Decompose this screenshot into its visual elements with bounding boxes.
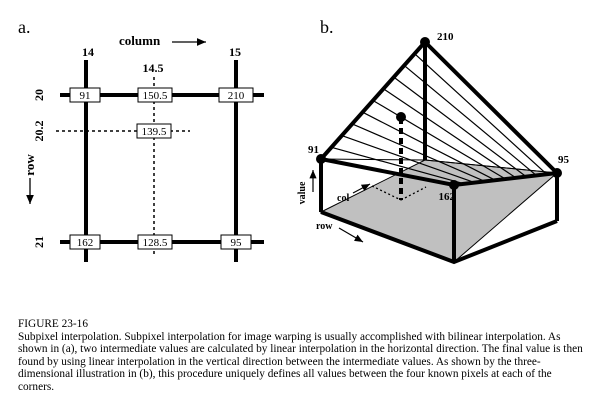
col-tick-14: 14 (82, 45, 94, 59)
edge-top (321, 42, 557, 173)
col-axis-label: col (337, 193, 350, 204)
col-tick-15: 15 (229, 45, 241, 59)
corner-value-right: 95 (558, 154, 569, 166)
pixel-value-bottom-left: 162 (76, 237, 94, 249)
interp-point (396, 112, 406, 122)
corner-top (420, 37, 430, 47)
pixel-value-bottom-mid: 128.5 (142, 237, 168, 249)
row-tick-20: 20 (32, 89, 46, 101)
row-axis-label-3d: row (316, 221, 333, 232)
corner-value-top: 210 (437, 31, 454, 43)
pixel-value-top-mid: 150.5 (142, 90, 168, 102)
pixel-value-top-right: 210 (227, 90, 245, 102)
corner-front (449, 180, 459, 190)
figure-label: FIGURE 23-16 (18, 318, 88, 330)
row-axis-arrow-3d (339, 228, 363, 242)
row-tick-21: 21 (32, 236, 46, 248)
pixel-value-interp: 139.5 (141, 126, 167, 138)
value-axis-label: value (297, 181, 308, 205)
caption-text: Subpixel interpolation. Subpixel interpolation for image warping is usually accomplished with bilinear interpolation. As shown in (a), two intermediate values are calculated by linear interpolation in the horizontal direction. The final value is then found by using linear interpolation in the vertical direction between the intermediate values. As shown by the three-dimensional illustration in (b), this procedure uniquely defines all values between the four known pixels at each of the corners. (18, 330, 583, 393)
corner-value-front: 162 (438, 191, 455, 203)
corner-right (552, 168, 562, 178)
row-tick-20-2: 20.2 (32, 120, 46, 142)
panel-a (18, 17, 264, 262)
pixel-value-bottom-right: 95 (230, 237, 242, 249)
row-axis-label: row (22, 154, 37, 176)
panel-b-label: b. (320, 17, 334, 37)
col-tick-14-5: 14.5 (142, 61, 164, 75)
corner-value-left: 91 (308, 144, 319, 156)
panel-b (297, 17, 570, 262)
pixel-value-top-left: 91 (79, 90, 91, 102)
panel-a-label: a. (18, 17, 31, 37)
column-axis-label: column (119, 33, 161, 48)
figure-caption (18, 318, 586, 394)
ruled-line (415, 54, 547, 175)
